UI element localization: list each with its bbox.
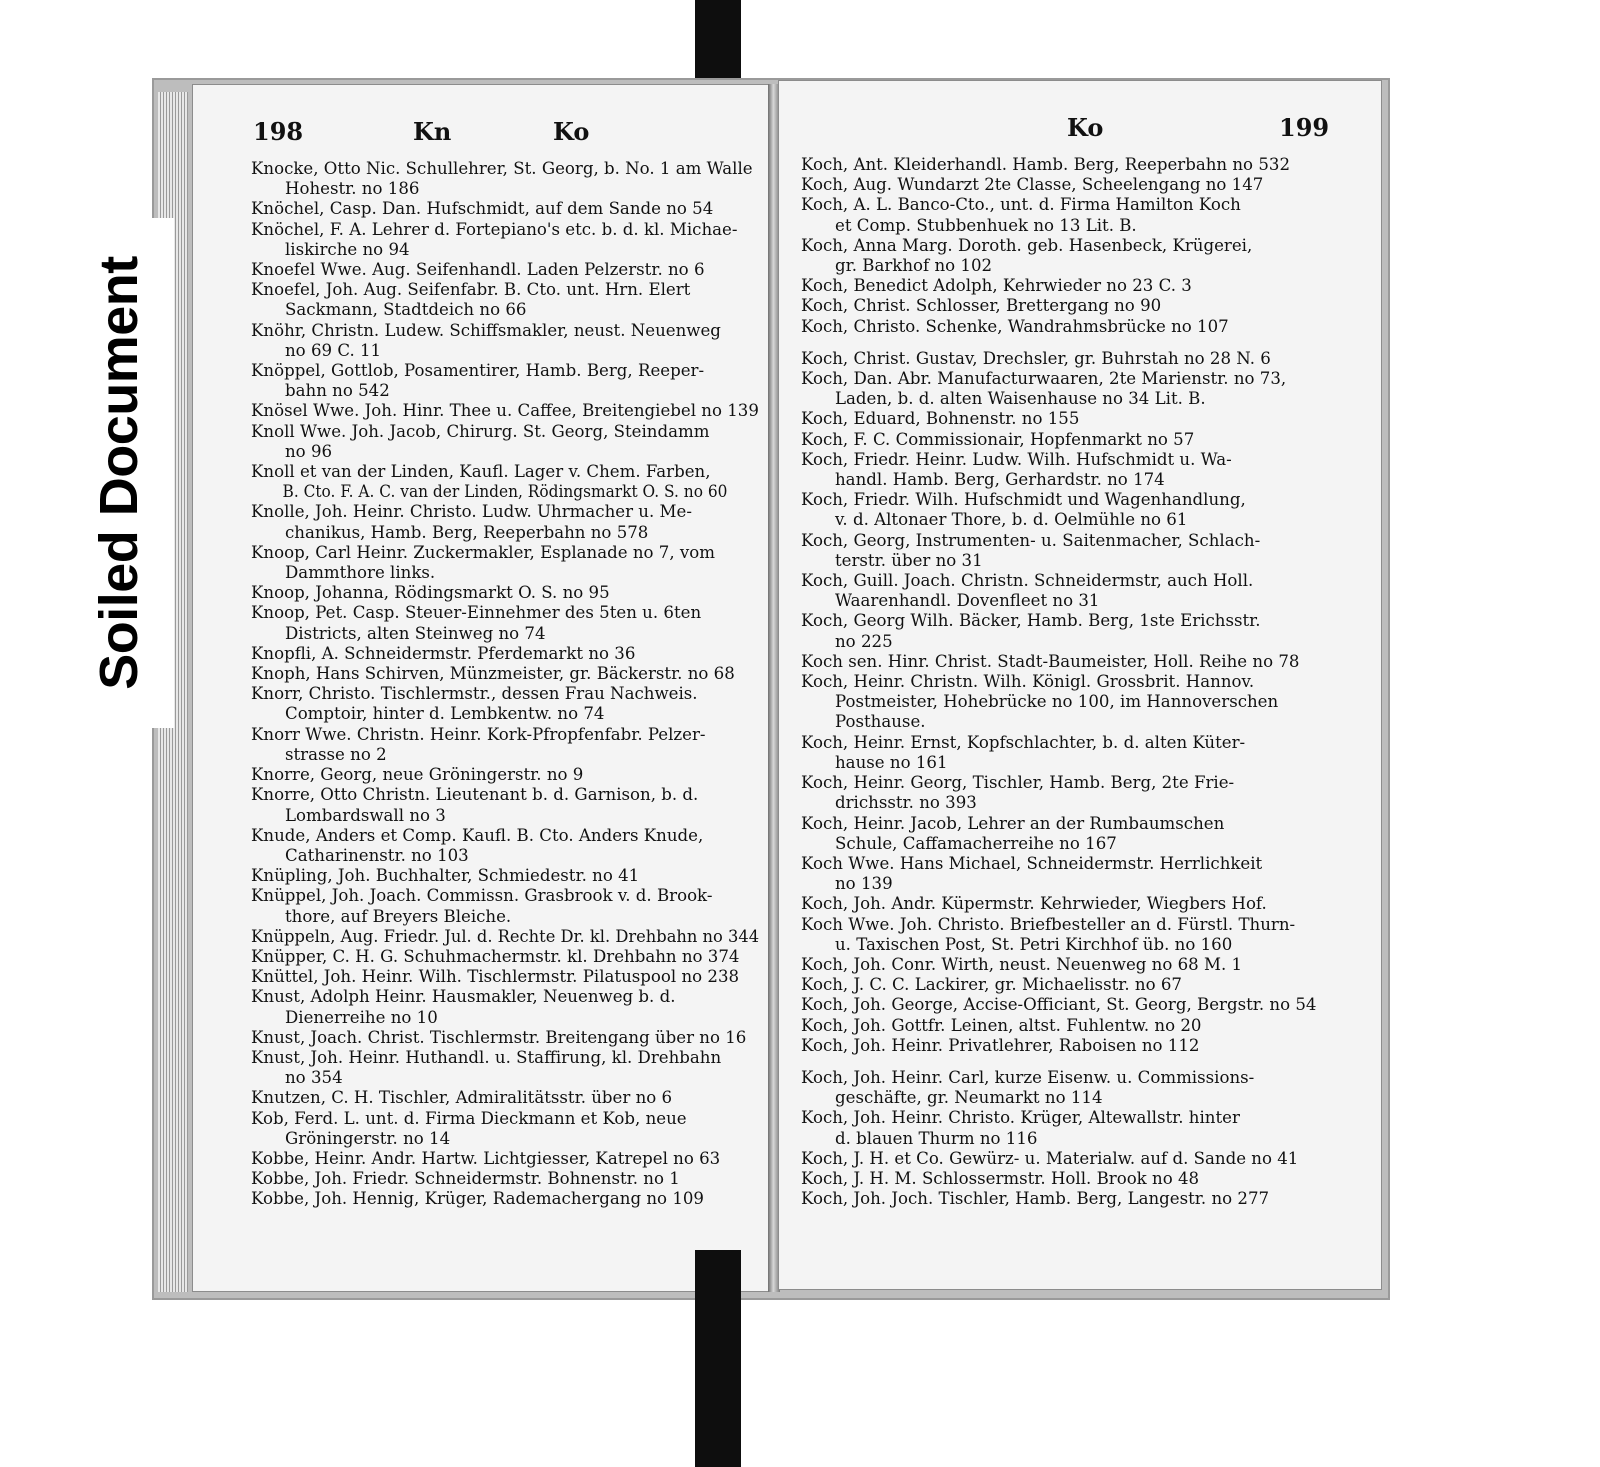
entry-line: Koch, J. H. et Co. Gewürz- u. Materialw. auf d. Sande no 41 <box>801 1148 1299 1168</box>
entry-continuation: Lombardswall no 3 <box>285 805 446 825</box>
entry-continuation: no 139 <box>835 874 893 894</box>
directory-entry <box>251 644 759 664</box>
entry-line: Knust, Joh. Heinr. Huthandl. u. Staffirung, kl. Drehbahn <box>251 1047 722 1067</box>
entry-continuation: drichsstr. no 393 <box>835 793 977 813</box>
entry-line: Koch, Georg, Instrumenten- u. Saitenmacher, Schlach- <box>801 530 1261 550</box>
entry-line: Knoph, Hans Schirven, Münzmeister, gr. Bäckerstr. no 68 <box>251 664 735 684</box>
directory-entry <box>801 430 1369 450</box>
entry-continuation: Sackmann, Stadtdeich no 66 <box>285 300 527 320</box>
entry-line: Koch, Anna Marg. Doroth. geb. Hasenbeck, Krügerei, <box>801 235 1253 255</box>
directory-entry <box>251 502 759 542</box>
directory-entry <box>251 866 759 886</box>
entry-line: Knöhr, Christn. Ludew. Schiffsmakler, neust. Neuenweg <box>251 320 721 340</box>
directory-entry <box>251 422 759 462</box>
entry-line: Knorre, Otto Christn. Lieutenant b. d. Garnison, b. d. <box>251 785 699 805</box>
left-entries-list <box>251 159 759 1210</box>
directory-entry <box>251 1028 759 1048</box>
directory-entry <box>801 571 1369 611</box>
entry-continuation: Gröningerstr. no 14 <box>285 1128 451 1148</box>
entry-line: Knüppel, Joh. Joach. Commissn. Grasbrook v. d. Brook- <box>251 886 713 906</box>
left-page-number: 198 <box>253 117 304 146</box>
directory-entry <box>801 175 1369 195</box>
directory-entry <box>801 995 1369 1015</box>
directory-entry <box>251 1048 759 1088</box>
entry-continuation: B. Cto. F. A. C. van der Linden, Rödingsmarkt O. S. no 60 <box>282 482 728 502</box>
directory-entry <box>251 826 759 866</box>
entry-line: Koch, Guill. Joach. Christn. Schneidermstr, auch Holl. <box>801 571 1254 591</box>
directory-entry <box>251 765 759 785</box>
directory-entry <box>801 450 1369 490</box>
entry-line: Knolle, Joh. Heinr. Christo. Ludw. Uhrmacher u. Me- <box>251 502 692 522</box>
directory-entry <box>251 927 759 947</box>
entry-line: Knopfli, A. Schneidermstr. Pferdemarkt no 36 <box>251 643 636 663</box>
directory-entry <box>801 814 1369 854</box>
directory-entry <box>801 733 1369 773</box>
directory-entry <box>251 583 759 603</box>
directory-entry <box>801 296 1369 316</box>
entry-line: Koch, Joh. Gottfr. Leinen, altst. Fuhlentw. no 20 <box>801 1015 1202 1035</box>
directory-entry <box>251 159 759 199</box>
directory-entry <box>801 1016 1369 1036</box>
soiled-document-stamp <box>64 218 174 728</box>
entry-line: Knorr Wwe. Christn. Heinr. Kork-Pfropfenfabr. Pelzer- <box>251 724 706 744</box>
directory-entry <box>251 664 759 684</box>
entry-line: Knocke, Otto Nic. Schullehrer, St. Georg, b. No. 1 am Walle <box>251 159 753 178</box>
entry-line: Knude, Anders et Comp. Kaufl. B. Cto. Anders Knude, <box>251 825 704 845</box>
directory-entry <box>801 409 1369 429</box>
directory-entry <box>251 361 759 401</box>
entry-continuation: strasse no 2 <box>285 744 387 764</box>
entry-continuation: Comptoir, hinter d. Lembkentw. no 74 <box>285 704 605 724</box>
entry-line: Kobbe, Joh. Hennig, Krüger, Rademachergang no 109 <box>251 1189 704 1209</box>
directory-entry <box>801 672 1369 733</box>
right-page <box>778 80 1382 1290</box>
entry-continuation: Postmeister, Hohebrücke no 100, im Hannoverschen <box>835 692 1279 712</box>
entry-line: Knüppeln, Aug. Friedr. Jul. d. Rechte Dr. kl. Drehbahn no 344 <box>251 926 760 946</box>
entry-continuation: Dienerreihe no 10 <box>285 1007 438 1027</box>
directory-entry <box>801 1036 1369 1056</box>
entry-line: Koch, F. C. Commissionair, Hopfenmarkt no 57 <box>801 429 1195 449</box>
directory-entry <box>251 1189 759 1209</box>
entry-continuation: gr. Barkhof no 102 <box>835 256 993 276</box>
entry-line: Knoop, Carl Heinr. Zuckermakler, Esplanade no 7, vom <box>251 542 715 562</box>
directory-entry <box>251 967 759 987</box>
directory-entry <box>801 531 1369 571</box>
directory-entry <box>251 1169 759 1189</box>
entry-line: Koch, Joh. Heinr. Christo. Krüger, Altewallstr. hinter <box>801 1108 1240 1128</box>
entry-line: Koch, Christo. Schenke, Wandrahmsbrücke no 107 <box>801 316 1229 336</box>
directory-entry <box>801 915 1369 955</box>
bookmark-ribbon-bottom <box>695 1250 741 1467</box>
directory-entry <box>801 1149 1369 1169</box>
entry-continuation: no 225 <box>835 631 893 651</box>
directory-entry <box>251 220 759 260</box>
entry-line: Koch, Heinr. Jacob, Lehrer an der Rumbaumschen <box>801 813 1225 833</box>
directory-entry <box>251 1109 759 1149</box>
entry-line: Knorre, Georg, neue Gröningerstr. no 9 <box>251 765 584 785</box>
entry-line: Koch, A. L. Banco-Cto., unt. d. Firma Hamilton Koch <box>801 195 1241 215</box>
directory-entry <box>251 684 759 724</box>
entry-continuation: bahn no 542 <box>285 381 390 401</box>
entry-line: Koch, Friedr. Heinr. Ludw. Wilh. Hufschmidt u. Wa- <box>801 449 1232 469</box>
directory-entry <box>801 349 1369 369</box>
left-page <box>192 84 770 1292</box>
entry-continuation: hause no 161 <box>835 752 948 772</box>
directory-entry <box>251 1088 759 1108</box>
entry-continuation: et Comp. Stubbenhuek no 13 Lit. B. <box>835 215 1137 235</box>
right-entries-list <box>801 155 1369 1209</box>
directory-entry <box>801 1068 1369 1108</box>
directory-entry <box>251 603 759 643</box>
entry-line: Knust, Joach. Christ. Tischlermstr. Breitengang über no 16 <box>251 1027 747 1047</box>
entry-line: Kobbe, Heinr. Andr. Hartw. Lichtgiesser, Katrepel no 63 <box>251 1148 721 1168</box>
directory-entry <box>251 199 759 219</box>
directory-entry <box>251 785 759 825</box>
directory-entry <box>801 611 1369 651</box>
entry-continuation: Posthause. <box>835 712 926 732</box>
left-page-header <box>253 117 739 149</box>
entry-continuation: Hohestr. no 186 <box>285 179 420 199</box>
entry-line: Koch, Friedr. Wilh. Hufschmidt und Wagenhandlung, <box>801 490 1246 510</box>
entry-continuation: Laden, b. d. alten Waisenhause no 34 Lit. B. <box>835 389 1206 409</box>
entry-line: Knöchel, F. A. Lehrer d. Fortepiano's etc. b. d. kl. Michae- <box>251 219 738 239</box>
entry-line: Knorr, Christo. Tischlermstr., dessen Frau Nachweis. <box>251 684 698 704</box>
entry-line: Knust, Adolph Heinr. Hausmakler, Neuenweg b. d. <box>251 987 676 1007</box>
directory-entry <box>801 854 1369 894</box>
right-header-center: Ko <box>1067 113 1104 142</box>
directory-entry <box>801 195 1369 235</box>
entry-continuation: Waarenhandl. Dovenfleet no 31 <box>835 591 1100 611</box>
directory-entry <box>801 1169 1369 1189</box>
entry-line: Koch, Heinr. Georg, Tischler, Hamb. Berg, 2te Frie- <box>801 773 1235 793</box>
entry-line: Knoop, Johanna, Rödingsmarkt O. S. no 95 <box>251 583 610 603</box>
directory-entry <box>801 490 1369 530</box>
entry-line: Koch sen. Hinr. Christ. Stadt-Baumeister, Holl. Reihe no 78 <box>801 651 1300 671</box>
entry-continuation: geschäfte, gr. Neumarkt no 114 <box>835 1088 1103 1108</box>
entry-continuation: d. blauen Thurm no 116 <box>835 1128 1038 1148</box>
entry-continuation: no 354 <box>285 1068 343 1088</box>
directory-entry <box>801 1108 1369 1148</box>
directory-entry <box>801 773 1369 813</box>
entry-line: Koch, Dan. Abr. Manufacturwaaren, 2te Marienstr. no 73, <box>801 369 1287 389</box>
entry-line: Koch Wwe. Joh. Christo. Briefbesteller an d. Fürstl. Thurn- <box>801 914 1296 934</box>
directory-entry <box>801 975 1369 995</box>
directory-entry <box>801 894 1369 914</box>
entry-continuation: v. d. Altonaer Thore, b. d. Oelmühle no 61 <box>835 510 1188 530</box>
entry-line: Knoefel Wwe. Aug. Seifenhandl. Laden Pelzerstr. no 6 <box>251 260 705 280</box>
entry-line: Knüpper, C. H. G. Schuhmachermstr. kl. Drehbahn no 374 <box>251 946 740 966</box>
entry-line: Koch, Joh. Heinr. Carl, kurze Eisenw. u. Commissions- <box>801 1067 1255 1087</box>
entry-line: Koch, Joh. Heinr. Privatlehrer, Raboisen no 112 <box>801 1035 1200 1055</box>
entry-continuation: thore, auf Breyers Bleiche. <box>285 906 512 926</box>
directory-entry <box>251 987 759 1027</box>
entry-line: Koch, Ant. Kleiderhandl. Hamb. Berg, Reeperbahn no 532 <box>801 155 1290 174</box>
directory-entry <box>801 317 1369 337</box>
entry-line: Koch, Aug. Wundarzt 2te Classe, Scheelengang no 147 <box>801 175 1264 195</box>
entry-line: Knoefel, Joh. Aug. Seifenfabr. B. Cto. unt. Hrn. Elert <box>251 280 691 300</box>
entry-line: Koch, Christ. Gustav, Drechsler, gr. Buhrstah no 28 N. 6 <box>801 348 1271 368</box>
entry-line: Knösel Wwe. Joh. Hinr. Thee u. Caffee, Breitengiebel no 139 <box>251 401 759 421</box>
directory-entry <box>801 369 1369 409</box>
directory-entry <box>251 280 759 320</box>
directory-entry <box>251 1149 759 1169</box>
directory-entry <box>251 725 759 765</box>
entry-continuation: Districts, alten Steinweg no 74 <box>285 623 546 643</box>
directory-entry <box>251 462 759 502</box>
directory-entry <box>251 886 759 926</box>
entry-line: Knutzen, C. H. Tischler, Admiralitätsstr. über no 6 <box>251 1088 673 1108</box>
right-page-header <box>839 113 1351 145</box>
entry-line: Knoll et van der Linden, Kaufl. Lager v. Chem. Farben, <box>251 462 711 482</box>
entry-line: Koch, Joh. Conr. Wirth, neust. Neuenweg no 68 M. 1 <box>801 954 1243 974</box>
entry-line: Kobbe, Joh. Friedr. Schneidermstr. Bohnenstr. no 1 <box>251 1169 680 1189</box>
directory-entry <box>801 236 1369 276</box>
entry-continuation: Dammthore links. <box>285 563 436 583</box>
directory-entry <box>801 955 1369 975</box>
entry-continuation: chanikus, Hamb. Berg, Reeperbahn no 578 <box>285 522 649 542</box>
entry-line: Koch, J. C. C. Lackirer, gr. Michaelisstr. no 67 <box>801 975 1182 995</box>
entry-continuation: no 69 C. 11 <box>285 340 382 360</box>
entry-line: Koch Wwe. Hans Michael, Schneidermstr. Herrlichkeit <box>801 853 1263 873</box>
entry-line: Koch, Heinr. Ernst, Kopfschlachter, b. d. alten Küter- <box>801 732 1246 752</box>
right-page-number: 199 <box>1279 113 1330 142</box>
stamp-text: Soiled Document <box>89 256 149 690</box>
entry-line: Koch, Joh. Andr. Küpermstr. Kehrwieder, Wiegbers Hof. <box>801 894 1267 914</box>
entry-line: Knoll Wwe. Joh. Jacob, Chirurg. St. Georg, Steindamm <box>251 421 710 441</box>
entry-line: Koch, Benedict Adolph, Kehrwieder no 23 C. 3 <box>801 276 1192 296</box>
entry-line: Kob, Ferd. L. unt. d. Firma Dieckmann et Kob, neue <box>251 1108 687 1128</box>
entry-line: Koch, Heinr. Christn. Wilh. Königl. Grossbrit. Hannov. <box>801 672 1255 692</box>
entry-continuation: liskirche no 94 <box>285 239 410 259</box>
directory-entry <box>801 276 1369 296</box>
directory-entry <box>251 321 759 361</box>
entry-line: Koch, Eduard, Bohnenstr. no 155 <box>801 409 1080 429</box>
entry-continuation: terstr. über no 31 <box>835 550 983 570</box>
entry-line: Knüttel, Joh. Heinr. Wilh. Tischlermstr. Pilatuspool no 238 <box>251 967 740 987</box>
entry-line: Koch, J. H. M. Schlossermstr. Holl. Brook no 48 <box>801 1168 1200 1188</box>
entry-line: Knöppel, Gottlob, Posamentirer, Hamb. Berg, Reeper- <box>251 361 705 381</box>
entry-line: Koch, Joh. Joch. Tischler, Hamb. Berg, Langestr. no 277 <box>801 1189 1270 1209</box>
entry-line: Knöchel, Casp. Dan. Hufschmidt, auf dem Sande no 54 <box>251 199 714 219</box>
left-header-left: Kn <box>413 117 452 146</box>
directory-entry <box>251 947 759 967</box>
entry-line: Knoop, Pet. Casp. Steuer-Einnehmer des 5ten u. 6ten <box>251 603 702 623</box>
directory-entry <box>251 401 759 421</box>
entry-continuation: Catharinenstr. no 103 <box>285 845 469 865</box>
directory-entry <box>251 543 759 583</box>
entry-continuation: no 96 <box>285 441 333 461</box>
directory-entry <box>251 260 759 280</box>
entry-continuation: Schule, Caffamacherreihe no 167 <box>835 833 1117 853</box>
entry-line: Koch, Joh. George, Accise-Officiant, St. Georg, Bergstr. no 54 <box>801 995 1317 1015</box>
entry-line: Koch, Christ. Schlosser, Brettergang no 90 <box>801 296 1162 316</box>
entry-continuation: handl. Hamb. Berg, Gerhardstr. no 174 <box>835 470 1165 490</box>
entry-line: Knüpling, Joh. Buchhalter, Schmiedestr. no 41 <box>251 866 640 886</box>
directory-entry <box>801 1189 1369 1209</box>
directory-entry <box>801 652 1369 672</box>
directory-entry <box>801 155 1369 175</box>
entry-continuation: u. Taxischen Post, St. Petri Kirchhof üb. no 160 <box>835 934 1233 954</box>
left-header-right: Ko <box>553 117 590 146</box>
entry-line: Koch, Georg Wilh. Bäcker, Hamb. Berg, 1ste Erichsstr. <box>801 611 1261 631</box>
